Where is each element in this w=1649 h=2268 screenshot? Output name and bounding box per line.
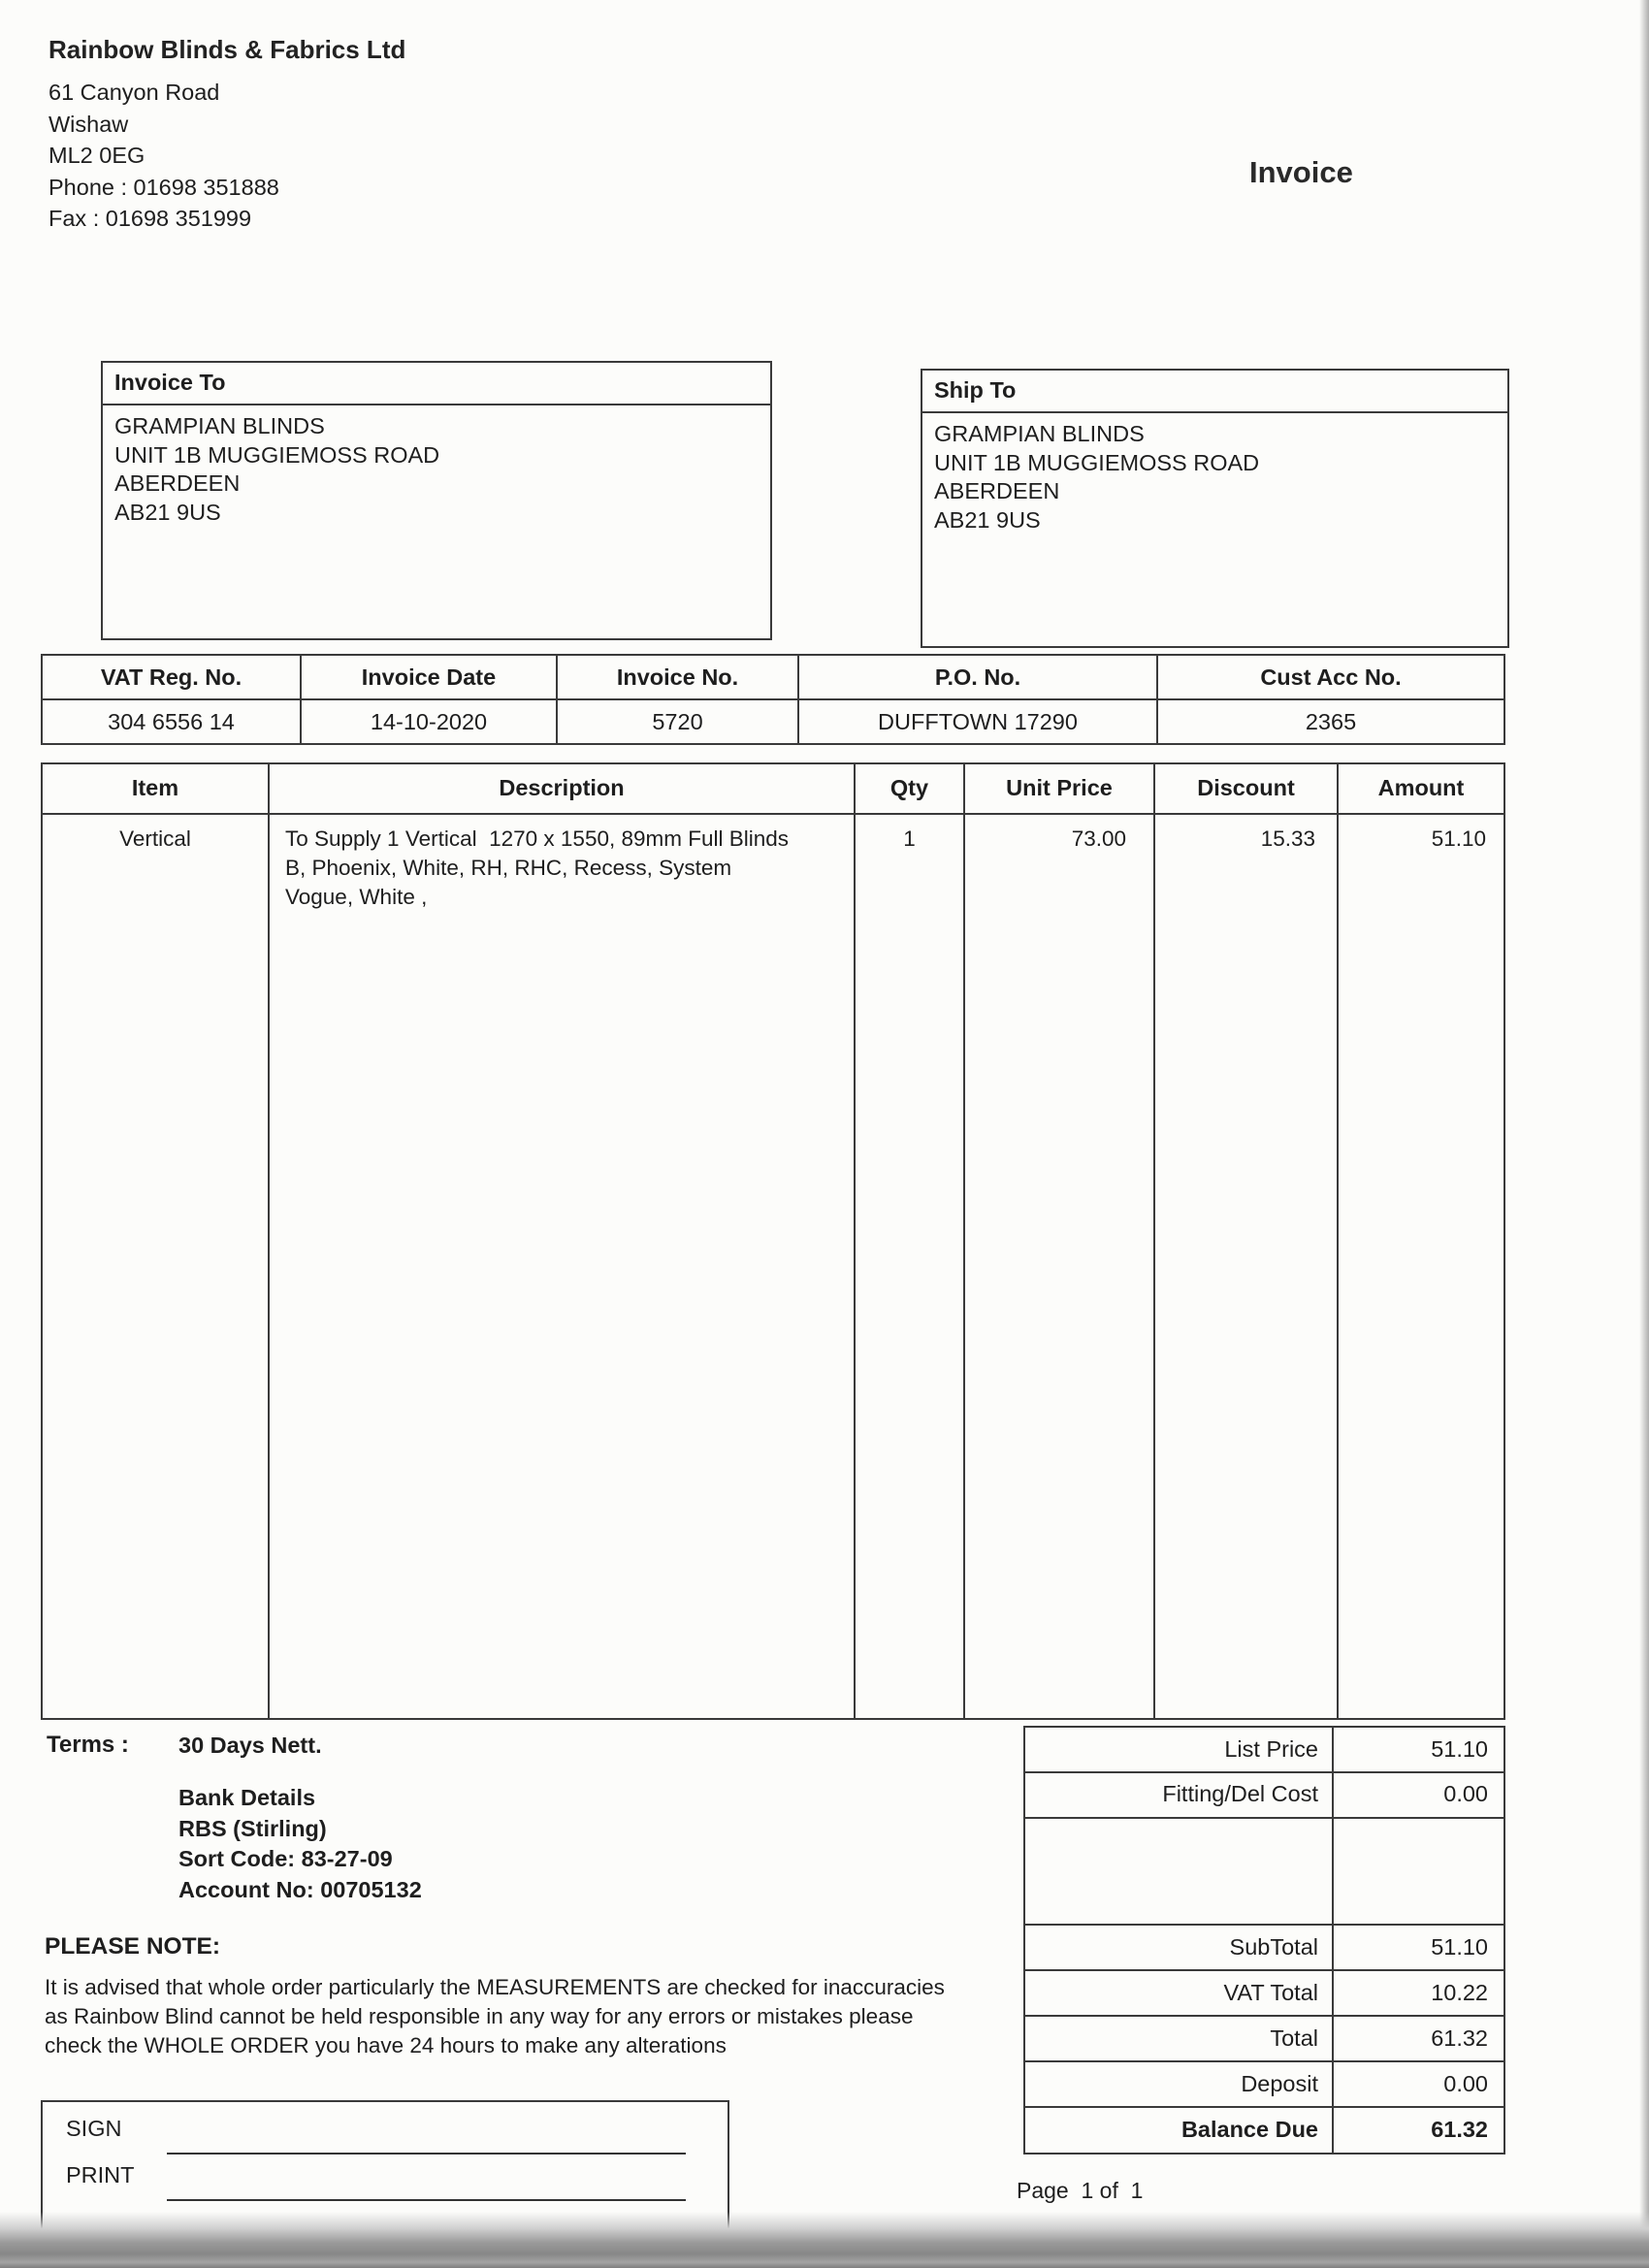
document-title: Invoice bbox=[1249, 155, 1353, 189]
items-header-unit-price: Unit Price bbox=[965, 764, 1153, 815]
terms-value: 30 Days Nett. bbox=[178, 1733, 322, 1758]
ship-to-label: Ship To bbox=[922, 371, 1507, 413]
amount-cell: 51.10 bbox=[1431, 826, 1486, 851]
total-label: List Price bbox=[1224, 1736, 1318, 1762]
meta-header-row bbox=[43, 656, 1504, 700]
company-header bbox=[48, 35, 405, 235]
totals-box bbox=[1023, 1726, 1505, 2155]
invoice-to-label: Invoice To bbox=[103, 363, 770, 405]
sign-label: SIGN bbox=[66, 2116, 122, 2141]
bank-details-title: Bank Details bbox=[178, 1785, 316, 1810]
sign-line bbox=[167, 2153, 686, 2155]
total-row-deposit bbox=[1025, 2062, 1504, 2108]
ship-to-line: AB21 9US bbox=[934, 506, 1041, 533]
items-header-amount: Amount bbox=[1339, 764, 1504, 815]
scan-edge-right bbox=[1639, 0, 1649, 2268]
print-label: PRINT bbox=[66, 2162, 135, 2187]
total-value: 10.22 bbox=[1431, 1980, 1488, 2005]
please-note-title: PLEASE NOTE: bbox=[45, 1933, 221, 1960]
company-address-line: 61 Canyon Road bbox=[48, 80, 220, 105]
total-row-list-price bbox=[1025, 1728, 1504, 1773]
company-name: Rainbow Blinds & Fabrics Ltd bbox=[48, 35, 406, 64]
ship-to-line: ABERDEEN bbox=[934, 478, 1060, 503]
company-fax: Fax : 01698 351999 bbox=[48, 206, 252, 231]
meta-header-date: Invoice Date bbox=[302, 656, 558, 698]
meta-header-vat: VAT Reg. No. bbox=[43, 656, 302, 698]
total-row-vat-total bbox=[1025, 1971, 1504, 2017]
meta-value-date: 14-10-2020 bbox=[302, 700, 558, 743]
description-cell: To Supply 1 Vertical 1270 x 1550, 89mm Full Blinds B, Phoenix, White, RH, RHC, Recess, System Vogue, White , bbox=[285, 826, 795, 909]
item-cell: Vertical bbox=[119, 826, 191, 851]
ship-to-line: UNIT 1B MUGGIEMOSS ROAD bbox=[934, 449, 1260, 475]
meta-value-cust-acc: 2365 bbox=[1305, 709, 1357, 734]
ship-to-line: GRAMPIAN BLINDS bbox=[934, 421, 1145, 446]
column-qty bbox=[856, 764, 965, 1718]
meta-header-invoice-no: Invoice No. bbox=[558, 656, 799, 698]
unit-price-cell: 73.00 bbox=[1071, 826, 1126, 851]
discount-cell: 15.33 bbox=[1260, 826, 1315, 851]
total-label: Balance Due bbox=[1180, 2116, 1318, 2142]
items-header-discount: Discount bbox=[1155, 764, 1337, 815]
meta-value-invoice-no: 5720 bbox=[558, 700, 799, 743]
total-row-total bbox=[1025, 2017, 1504, 2062]
items-header-item: Item bbox=[43, 764, 268, 815]
bank-details bbox=[178, 1783, 422, 1905]
print-line bbox=[167, 2199, 686, 2201]
invoice-to-line: ABERDEEN bbox=[114, 470, 241, 496]
company-address-line: ML2 0EG bbox=[48, 143, 146, 168]
total-value: 0.00 bbox=[1443, 2071, 1488, 2096]
total-label: Fitting/Del Cost bbox=[1162, 1781, 1318, 1806]
items-header-description: Description bbox=[270, 764, 854, 815]
invoice-to-address bbox=[103, 405, 770, 534]
meta-header-cust-acc: Cust Acc No. bbox=[1260, 664, 1402, 690]
column-unit-price bbox=[965, 764, 1155, 1718]
invoice-to-line: UNIT 1B MUGGIEMOSS ROAD bbox=[114, 441, 440, 468]
invoice-to-line: GRAMPIAN BLINDS bbox=[114, 413, 325, 438]
line-items-table bbox=[41, 762, 1505, 1720]
total-row-subtotal bbox=[1025, 1926, 1504, 1971]
total-value: 61.32 bbox=[1431, 2116, 1488, 2142]
meta-value-row bbox=[43, 700, 1504, 743]
total-value: 61.32 bbox=[1431, 2025, 1488, 2051]
items-header-qty: Qty bbox=[856, 764, 963, 815]
total-label: Total bbox=[1270, 2025, 1318, 2051]
total-label: SubTotal bbox=[1229, 1934, 1318, 1960]
total-value: 0.00 bbox=[1443, 1781, 1488, 1806]
total-row-balance-due bbox=[1025, 2108, 1504, 2151]
total-value: 51.10 bbox=[1431, 1934, 1488, 1960]
terms-label: Terms : bbox=[47, 1732, 129, 1758]
bank-sort-code: Sort Code: 83-27-09 bbox=[178, 1846, 393, 1871]
meta-header-po-no: P.O. No. bbox=[799, 656, 1158, 698]
column-discount bbox=[1155, 764, 1339, 1718]
meta-value-vat: 304 6556 14 bbox=[43, 700, 302, 743]
ship-to-address bbox=[922, 413, 1507, 541]
total-value: 51.10 bbox=[1431, 1736, 1488, 1762]
scan-edge-bottom bbox=[0, 2212, 1649, 2268]
column-amount bbox=[1339, 764, 1504, 1718]
invoice-meta-table bbox=[41, 654, 1505, 745]
company-address-line: Wishaw bbox=[48, 111, 129, 137]
please-note-body: It is advised that whole order particularly the MEASUREMENTS are checked for inaccuracies as Rainbow Blind cannot be held responsible in any way for any errors or mistakes please check the WHOLE ORDER you have 24 hours to make any alterations bbox=[45, 1975, 945, 2057]
bank-name: RBS (Stirling) bbox=[178, 1815, 327, 1841]
invoice-to-line: AB21 9US bbox=[114, 499, 221, 525]
total-label: Deposit bbox=[1241, 2071, 1318, 2096]
column-item bbox=[43, 764, 270, 1718]
ship-to-box bbox=[921, 369, 1509, 648]
bank-account-no: Account No: 00705132 bbox=[178, 1876, 422, 1902]
qty-cell: 1 bbox=[903, 826, 916, 851]
totals-divider bbox=[1332, 1728, 1334, 2153]
column-description bbox=[270, 764, 856, 1718]
page-number: Page 1 of 1 bbox=[1017, 2178, 1144, 2203]
invoice-to-box bbox=[101, 361, 772, 640]
total-row-fitting-del bbox=[1025, 1773, 1504, 1819]
total-label: VAT Total bbox=[1223, 1980, 1318, 2005]
totals-spacer bbox=[1025, 1819, 1504, 1926]
meta-value-po-no: DUFFTOWN 17290 bbox=[799, 700, 1158, 743]
company-phone: Phone : 01698 351888 bbox=[48, 174, 279, 200]
